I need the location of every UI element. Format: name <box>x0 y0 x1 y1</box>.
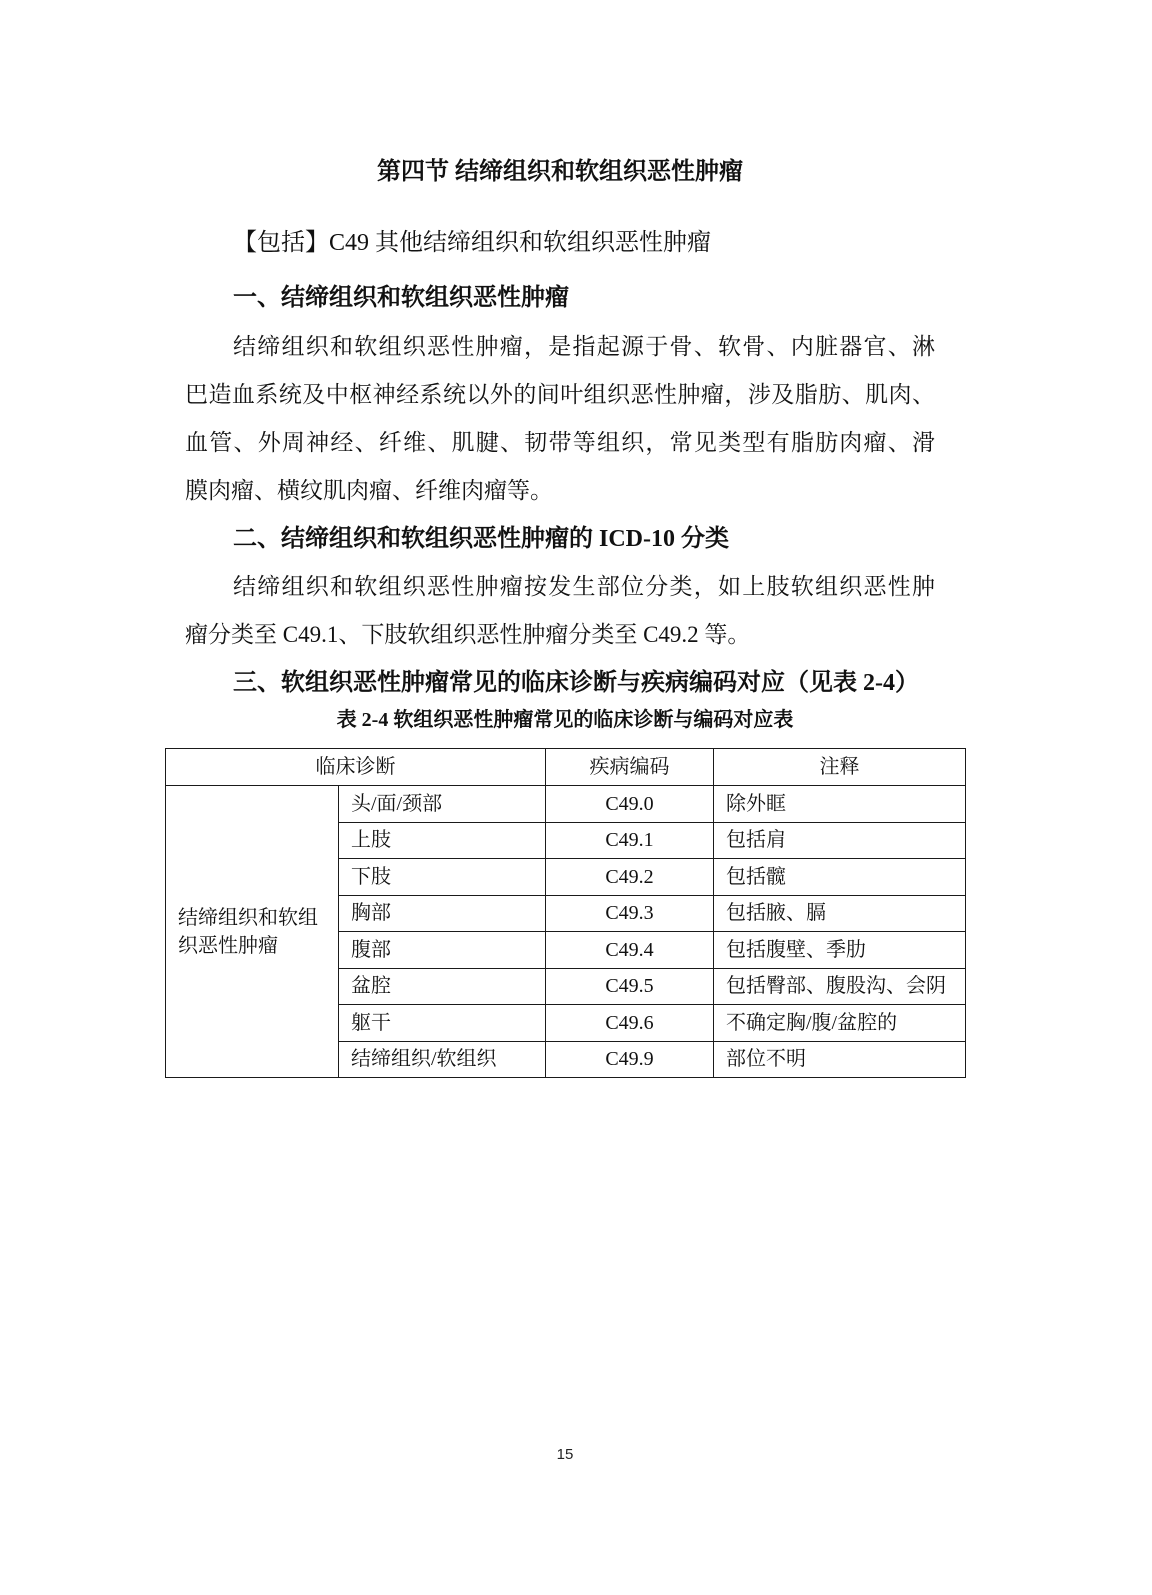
table-caption: 表 2-4 软组织恶性肿瘤常见的临床诊断与编码对应表 <box>336 709 794 731</box>
heading-one: 一、结缔组织和软组织恶性肿瘤 <box>233 285 569 311</box>
heading-three: 三、软组织恶性肿瘤常见的临床诊断与疾病编码对应（见表 2-4） <box>233 670 919 696</box>
paragraph-line: 结缔组织和软组织恶性肿瘤按发生部位分类，如上肢软组织恶性肿 <box>233 574 935 599</box>
note-cell: 包括腹壁、季肋 <box>714 932 966 969</box>
paragraph-classification <box>185 563 935 659</box>
note-cell: 不确定胸/腹/盆腔的 <box>714 1005 966 1042</box>
code-cell: C49.1 <box>546 822 714 859</box>
note-cell: 包括髋 <box>714 859 966 896</box>
section-title: 第四节 结缔组织和软组织恶性肿瘤 <box>377 159 743 185</box>
paragraph-line: 结缔组织和软组织恶性肿瘤，是指起源于骨、软骨、内脏器官、淋 <box>233 334 935 359</box>
code-cell: C49.4 <box>546 932 714 969</box>
paragraph-line: 血管、外周神经、纤维、肌腱、韧带等组织，常见类型有脂肪肉瘤、滑 <box>185 430 935 455</box>
site-cell: 上肢 <box>339 822 546 859</box>
diagnosis-code-table <box>165 748 966 1078</box>
code-cell: C49.2 <box>546 859 714 896</box>
code-cell: C49.5 <box>546 968 714 1005</box>
heading-two: 二、结缔组织和软组织恶性肿瘤的 ICD-10 分类 <box>233 526 729 552</box>
note-cell: 包括臀部、腹股沟、会阴 <box>714 968 966 1005</box>
code-cell: C49.6 <box>546 1005 714 1042</box>
table-header-row <box>166 749 966 786</box>
header-clinical-diagnosis: 临床诊断 <box>166 749 546 786</box>
note-cell: 部位不明 <box>714 1041 966 1078</box>
site-cell: 盆腔 <box>339 968 546 1005</box>
code-cell: C49.0 <box>546 786 714 823</box>
paragraph-line: 巴造血系统及中枢神经系统以外的间叶组织恶性肿瘤，涉及脂肪、肌肉、 <box>185 382 935 407</box>
table-row <box>166 786 966 823</box>
includes-line: 【包括】C49 其他结缔组织和软组织恶性肿瘤 <box>233 230 712 256</box>
site-cell: 头/面/颈部 <box>339 786 546 823</box>
site-cell: 躯干 <box>339 1005 546 1042</box>
header-disease-code: 疾病编码 <box>546 749 714 786</box>
note-cell: 包括腋、膈 <box>714 895 966 932</box>
code-cell: C49.3 <box>546 895 714 932</box>
code-cell: C49.9 <box>546 1041 714 1078</box>
paragraph-line: 瘤分类至 C49.1、下肢软组织恶性肿瘤分类至 C49.2 等。 <box>185 622 751 647</box>
note-cell: 包括肩 <box>714 822 966 859</box>
paragraph-line: 膜肉瘤、横纹肌肉瘤、纤维肉瘤等。 <box>185 478 553 503</box>
note-cell: 除外眶 <box>714 786 966 823</box>
site-cell: 下肢 <box>339 859 546 896</box>
site-cell: 胸部 <box>339 895 546 932</box>
site-cell: 结缔组织/软组织 <box>339 1041 546 1078</box>
paragraph-definition <box>185 323 935 515</box>
header-notes: 注释 <box>714 749 966 786</box>
group-label-cell: 结缔组织和软组织恶性肿瘤 <box>166 786 339 1078</box>
page-number: 15 <box>556 1446 574 1463</box>
site-cell: 腹部 <box>339 932 546 969</box>
